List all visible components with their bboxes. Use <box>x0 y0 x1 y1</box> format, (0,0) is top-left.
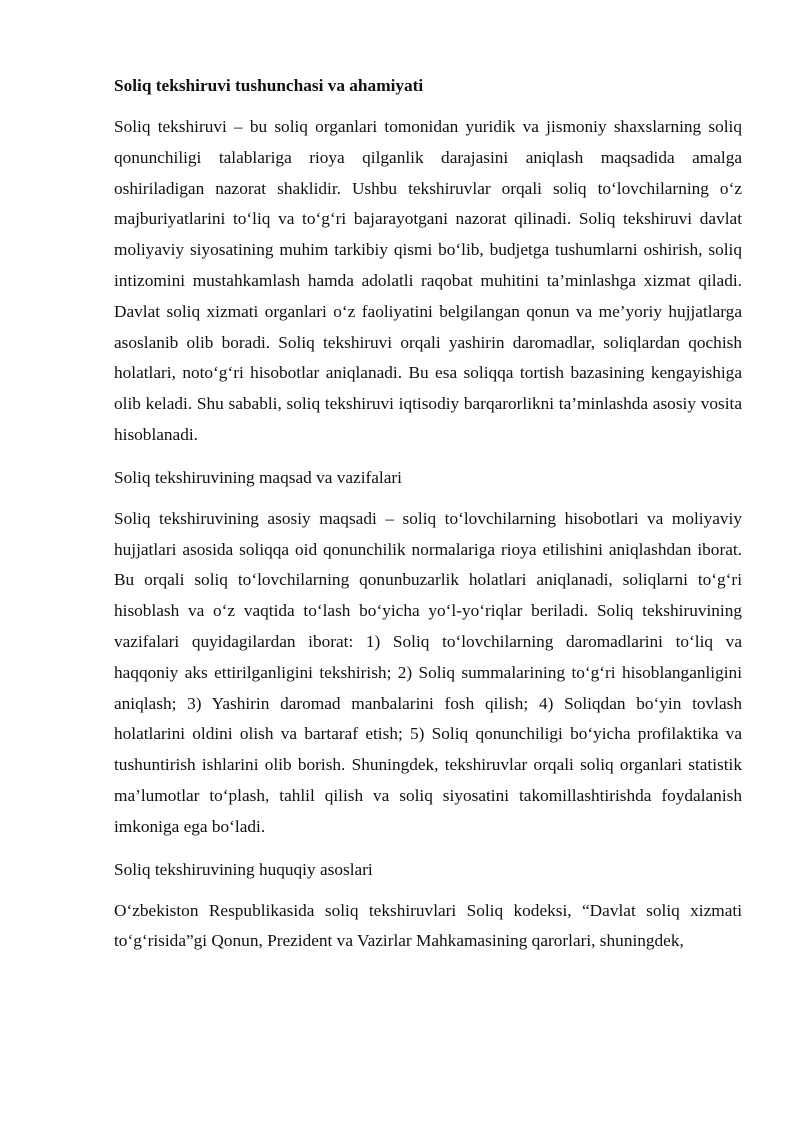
document-body <box>114 70 742 968</box>
paragraph-goals: Soliq tekshiruvining asosiy maqsadi – soliq to‘lovchilarning hisobotlari va moliyaviy hujjatlari asosida soliqqa oid qonunchilik normalariga rioya etilishini aniqlashdan iborat. Bu orqali soliq to‘lovchilarning qonunbuzarlik holatlari aniqlanadi, soliqlarni to‘g‘ri hisoblash va o‘z vaqtida to‘lash bo‘yicha yo‘l-yo‘riqlar beriladi. Soliq tekshiruvining vazifalari quyidagilardan iborat: 1) Soliq to‘lovchilarning daromadlarini to‘liq va haqqoniy aks ettirilganligini tekshirish; 2) Soliq summalarining to‘g‘ri hisoblanganligini aniqlash; 3) Yashirin daromad manbalarini fosh qilish; 4) Soliqdan bo‘yin tovlash holatlarini oldini olish va bartaraf etish; 5) Soliq qonunchiligi bo‘yicha profilaktika va tushuntirish ishlarini olib borish. Shuningdek, tekshiruvlar orqali soliq organlari statistik ma’lumotlar to‘plash, tahlil qilish va soliq siyosatini takomillashtirishda foydalanish imkoniga ega bo‘ladi. <box>114 508 742 836</box>
section-heading: Soliq tekshiruvi tushunchasi va ahamiyati <box>114 76 424 95</box>
section-subheading-legal: Soliq tekshiruvining huquqiy asoslari <box>114 859 373 879</box>
section-subheading-goals: Soliq tekshiruvining maqsad va vazifalari <box>114 467 402 487</box>
paragraph-intro: Soliq tekshiruvi – bu soliq organlari tomonidan yuridik va jismoniy shaxslarning soliq qonunchiligi talablariga rioya qilganlik darajasini aniqlash maqsadida amalga oshiriladigan nazorat shaklidir. Ushbu tekshiruvlar orqali soliq to‘lovchilarning o‘z majburiyatlarini to‘liq va to‘g‘ri bajarayotgani nazorat qilinadi. Soliq tekshiruvi davlat moliyaviy siyosatining muhim tarkibiy qismi bo‘lib, budjetga tushumlarni oshirish, soliq intizomini mustahkamlash hamda adolatli raqobat muhitini ta’minlashga xizmat qiladi. Davlat soliq xizmati organlari o‘z faoliyatini belgilangan qonun va me’yoriy hujjatlarga asoslanib olib boradi. Soliq tekshiruvi orqali yashirin daromadlar, soliqlardan qochish holatlari, noto‘g‘ri hisobotlar aniqlanadi. Bu esa soliqqa tortish bazasining kengayishiga olib keladi. Shu sababli, soliq tekshiruvi iqtisodiy barqarorlikni ta’minlashda asosiy vosita hisoblanadi. <box>114 117 742 444</box>
paragraph-legal: O‘zbekiston Respublikasida soliq tekshiruvlari Soliq kodeksi, “Davlat soliq xizmati to‘g‘risida”gi Qonun, Prezident va Vazirlar Mahkamasining qarorlari, shuningdek, <box>114 900 742 951</box>
